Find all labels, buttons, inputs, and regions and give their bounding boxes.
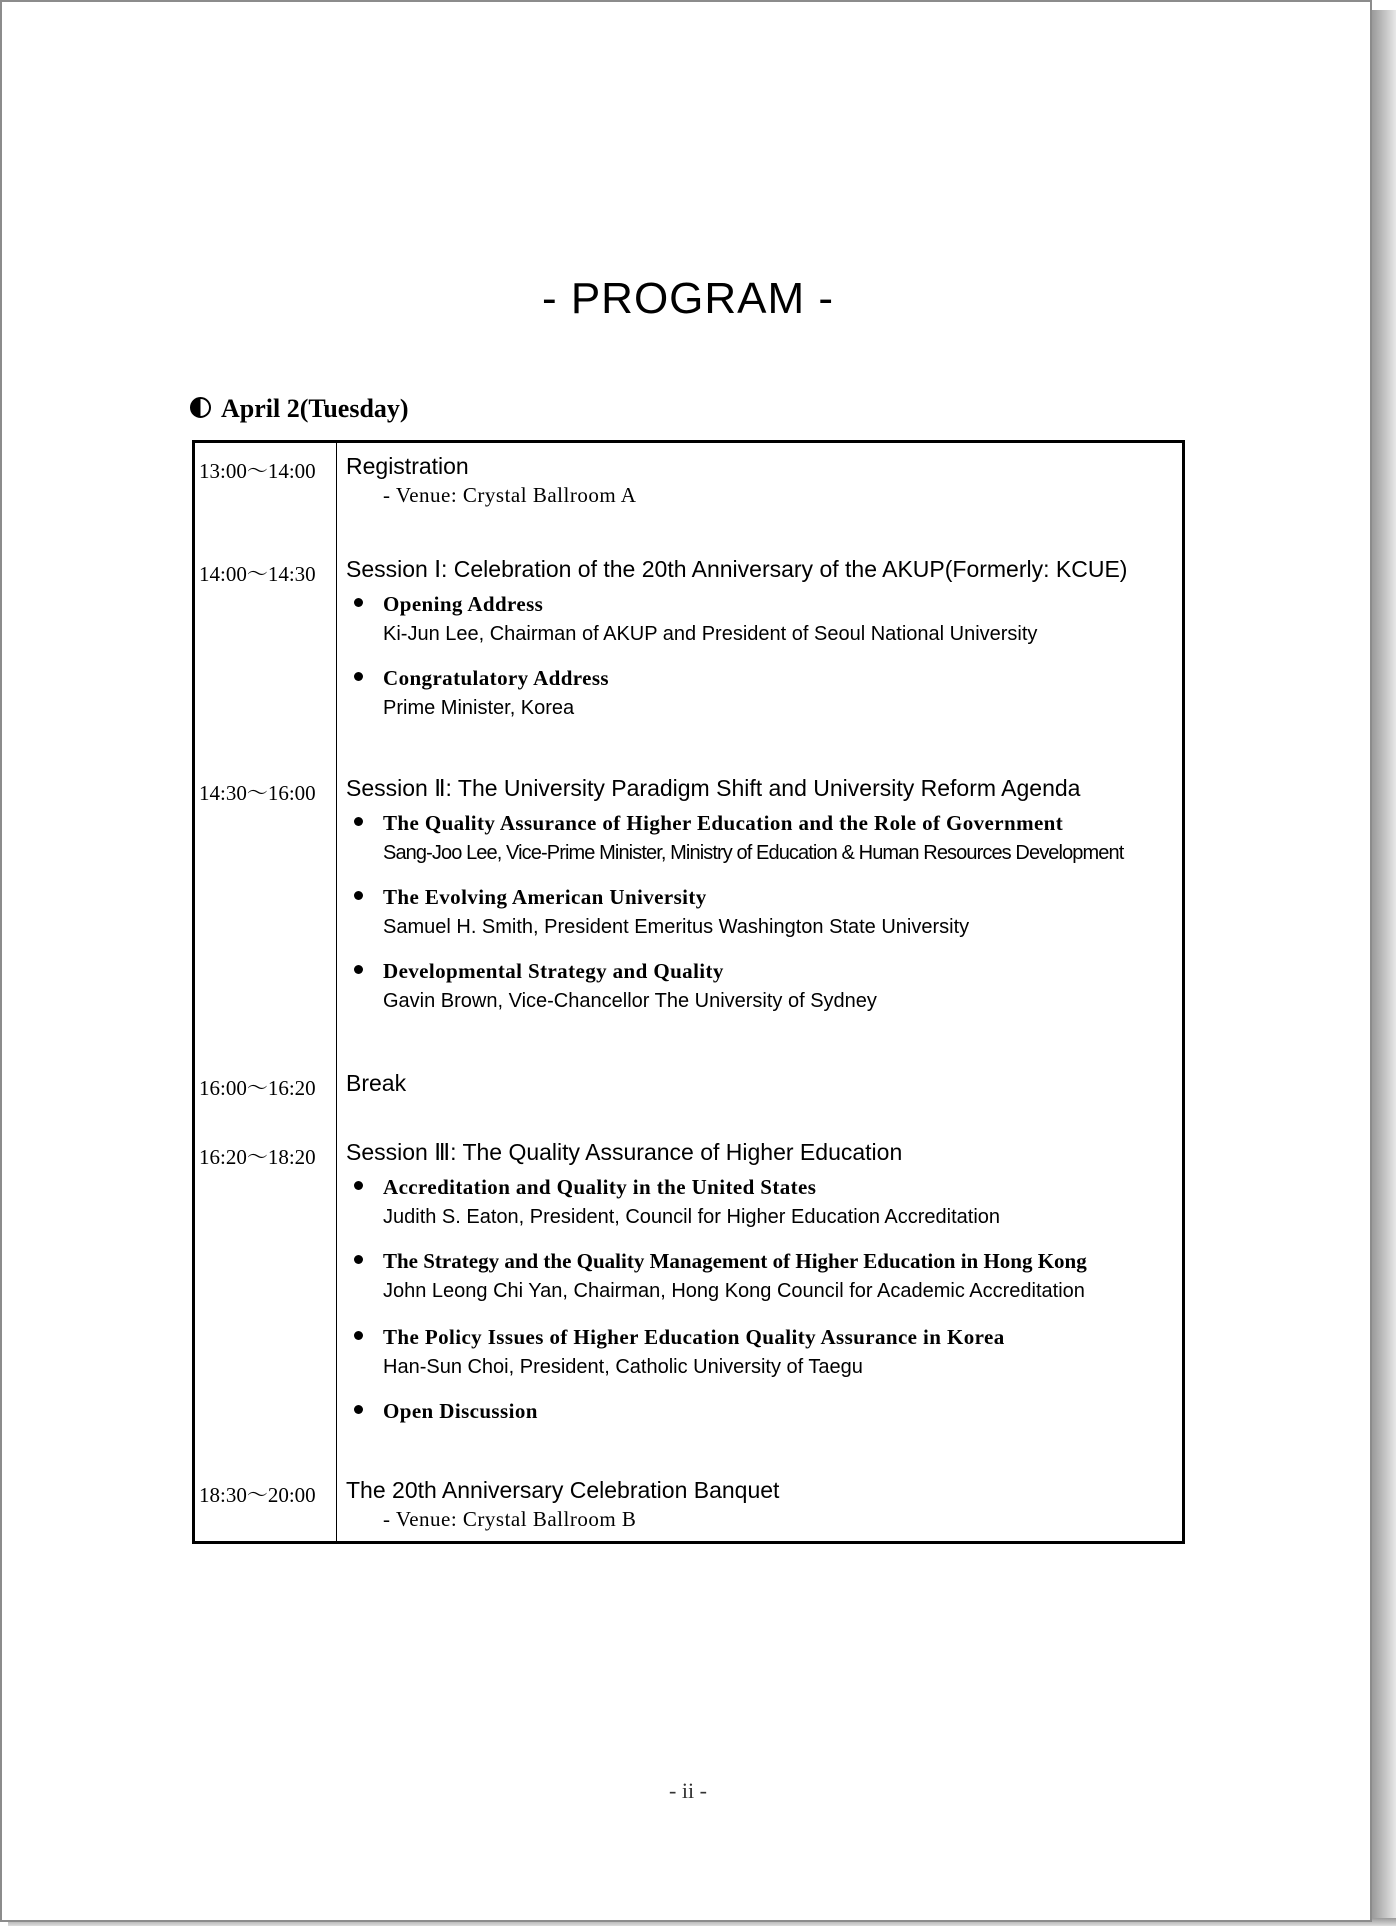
- time-slot: 13:00～14:00: [199, 459, 316, 483]
- session-title: Session Ⅰ: Celebration of the 20th Anniversary of the AKUP(Formerly: KCUE): [346, 556, 1128, 582]
- bullet-icon: [354, 1331, 363, 1340]
- program-item: [346, 1246, 1182, 1306]
- program-item: [346, 663, 1182, 723]
- session-title: Session Ⅱ: The University Paradigm Shift and University Reform Agenda: [346, 775, 1081, 801]
- session-content: [346, 555, 1182, 723]
- bullet-icon: [354, 1255, 363, 1264]
- item-speaker: Sang-Joo Lee, Vice-Prime Minister, Ministry of Education & Human Resources Development: [383, 842, 1124, 864]
- session-title: The 20th Anniversary Celebration Banquet: [346, 1477, 780, 1503]
- item-title: Opening Address: [383, 592, 544, 616]
- time-slot: 14:30～16:00: [199, 781, 316, 805]
- program-item: [346, 1172, 1182, 1232]
- item-speaker: Gavin Brown, Vice-Chancellor The University of Sydney: [383, 990, 877, 1012]
- item-title: Congratulatory Address: [383, 666, 610, 690]
- bullet-icon: [354, 672, 363, 681]
- bullet-icon: [354, 891, 363, 900]
- program-item: [346, 882, 1182, 942]
- program-item: [346, 808, 1182, 868]
- program-item: [346, 1396, 1182, 1426]
- time-slot: 16:00～16:20: [199, 1076, 316, 1100]
- page-title: - PROGRAM -: [541, 274, 835, 323]
- bullet-icon: [354, 1405, 363, 1414]
- item-speaker: Ki-Jun Lee, Chairman of AKUP and President of Seoul National University: [383, 623, 1038, 645]
- page-shadow: [1372, 10, 1396, 1922]
- bullet-icon: [354, 598, 363, 607]
- half-circle-icon: [190, 397, 211, 418]
- item-speaker: John Leong Chi Yan, Chairman, Hong Kong Council for Academic Accreditation: [383, 1280, 1085, 1302]
- item-speaker: Prime Minister, Korea: [383, 697, 575, 719]
- session-title: Session Ⅲ: The Quality Assurance of Higher Education: [346, 1139, 903, 1165]
- item-title: The Quality Assurance of Higher Education and the Role of Government: [383, 811, 1064, 835]
- date-heading-text: April 2(Tuesday): [221, 394, 409, 423]
- item-speaker: Samuel H. Smith, President Emeritus Washington State University: [383, 916, 970, 938]
- item-title: Developmental Strategy and Quality: [383, 959, 724, 983]
- session-content: [346, 1476, 1182, 1534]
- time-slot: 14:00～14:30: [199, 562, 316, 586]
- session-content: [346, 452, 1182, 510]
- item-title: Accreditation and Quality in the United States: [383, 1175, 817, 1199]
- item-title: The Policy Issues of Higher Education Quality Assurance in Korea: [383, 1325, 1005, 1349]
- program-table: [192, 440, 1185, 1544]
- session-content: [346, 1138, 1182, 1426]
- time-slot: 16:20～18:20: [199, 1145, 316, 1169]
- session-content: [346, 1069, 1182, 1097]
- item-title: The Evolving American University: [383, 885, 707, 909]
- time-slot: 18:30～20:00: [199, 1483, 316, 1507]
- bullet-icon: [354, 817, 363, 826]
- program-item: [346, 589, 1182, 649]
- item-speaker: Han-Sun Choi, President, Catholic University of Taegu: [383, 1356, 863, 1378]
- venue-text: - Venue: Crystal Ballroom A: [383, 483, 637, 507]
- session-title: Break: [346, 1070, 407, 1096]
- program-item: [346, 956, 1182, 1016]
- item-speaker: Judith S. Eaton, President, Council for Higher Education Accreditation: [383, 1206, 1001, 1228]
- program-item: [346, 1322, 1182, 1382]
- session-content: [346, 774, 1182, 1016]
- page-number: - ii -: [669, 1778, 707, 1803]
- date-heading: [190, 394, 409, 424]
- bullet-icon: [354, 965, 363, 974]
- item-title: The Strategy and the Quality Management of Higher Education in Hong Kong: [383, 1249, 1087, 1273]
- venue-text: - Venue: Crystal Ballroom B: [383, 1507, 637, 1531]
- session-title: Registration: [346, 453, 469, 479]
- bullet-icon: [354, 1181, 363, 1190]
- item-title: Open Discussion: [383, 1399, 538, 1423]
- column-divider: [336, 443, 337, 1541]
